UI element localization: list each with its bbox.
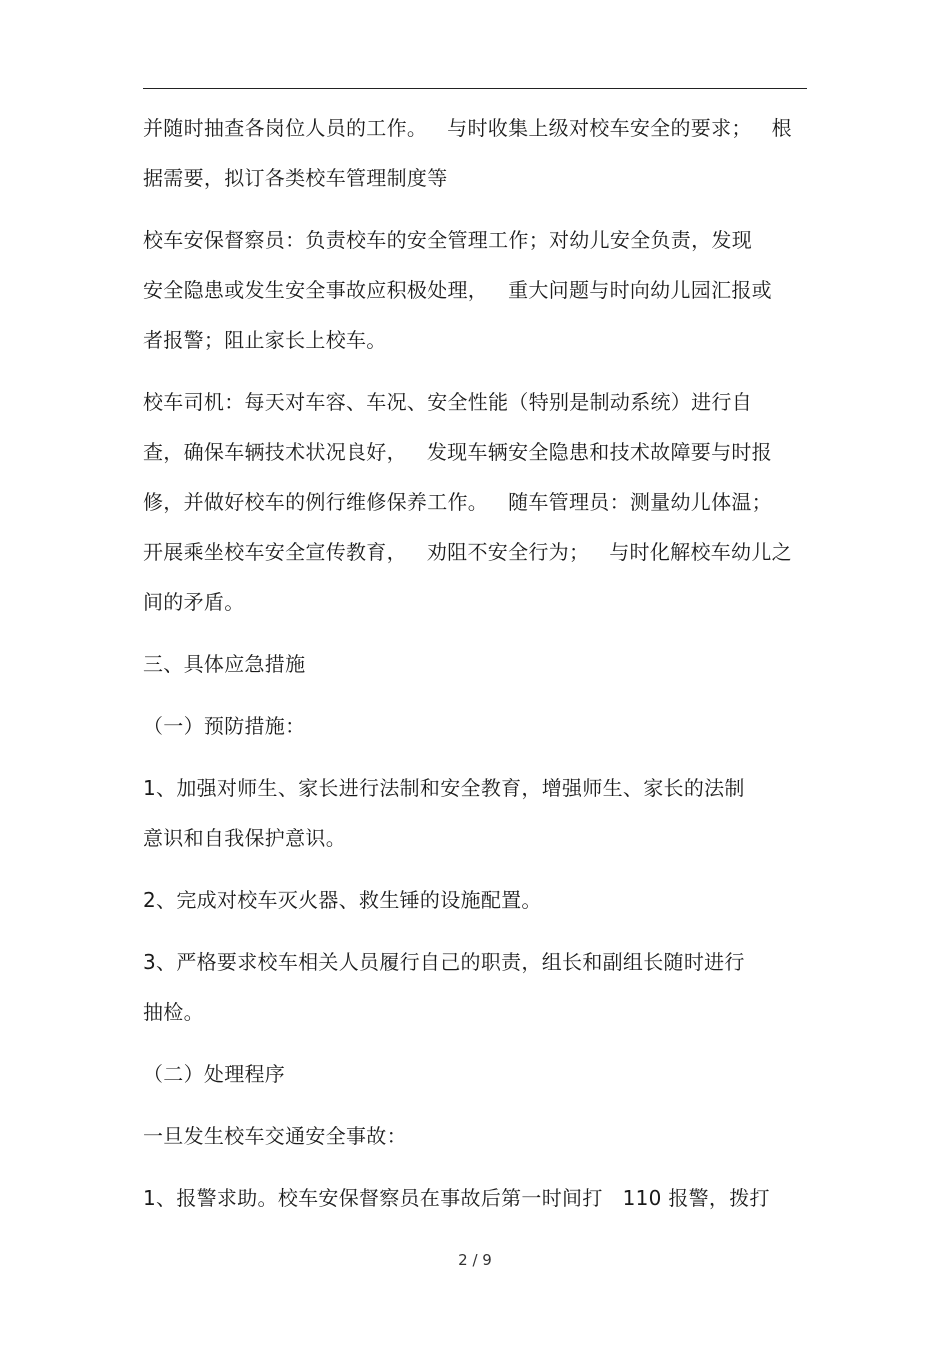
text-line: 安全隐患或发生安全事故应积极处理， 重大问题与时向幼儿园汇报或 — [143, 278, 772, 302]
text-line: 一旦发生校车交通安全事故： — [143, 1124, 407, 1148]
text-line: 并随时抽查各岗位人员的工作。 与时收集上级对校车安全的要求； 根 — [143, 116, 792, 140]
subsection-heading: （二）处理程序 — [143, 1062, 286, 1086]
text-line: 修，并做好校车的例行维修保养工作。 随车管理员：测量幼儿体温； — [143, 490, 772, 514]
text-line: 校车安保督察员：负责校车的安全管理工作；对幼儿安全负责，发现 — [143, 228, 752, 252]
text-line: 意识和自我保护意识。 — [143, 826, 346, 850]
text-line: 抽检。 — [143, 1000, 204, 1024]
section-heading: 三、具体应急措施 — [143, 652, 306, 676]
page-number: 2 / 9 — [458, 1251, 492, 1269]
text-line: 3、严格要求校车相关人员履行自己的职责，组长和副组长随时进行 — [143, 950, 745, 974]
subsection-heading: （一）预防措施： — [143, 714, 306, 738]
text-line: 开展乘坐校车安全宣传教育， 劝阻不安全行为； 与时化解校车幼儿之 — [143, 540, 792, 564]
text-line: 查，确保车辆技术状况良好， 发现车辆安全隐患和技术故障要与时报 — [143, 440, 772, 464]
text-line: 校车司机：每天对车容、车况、安全性能（特别是制动系统）进行自 — [143, 390, 752, 414]
text-line: 1、报警求助。校车安保督察员在事故后第一时间打 110 报警，拨打 — [143, 1186, 770, 1210]
header-rule — [143, 88, 807, 89]
text-line: 据需要，拟订各类校车管理制度等 — [143, 166, 448, 190]
text-line: 者报警；阻止家长上校车。 — [143, 328, 387, 352]
text-line: 2、完成对校车灭火器、救生锤的设施配置。 — [143, 888, 542, 912]
text-line: 间的矛盾。 — [143, 590, 245, 614]
text-line: 1、加强对师生、家长进行法制和安全教育，增强师生、家长的法制 — [143, 776, 745, 800]
